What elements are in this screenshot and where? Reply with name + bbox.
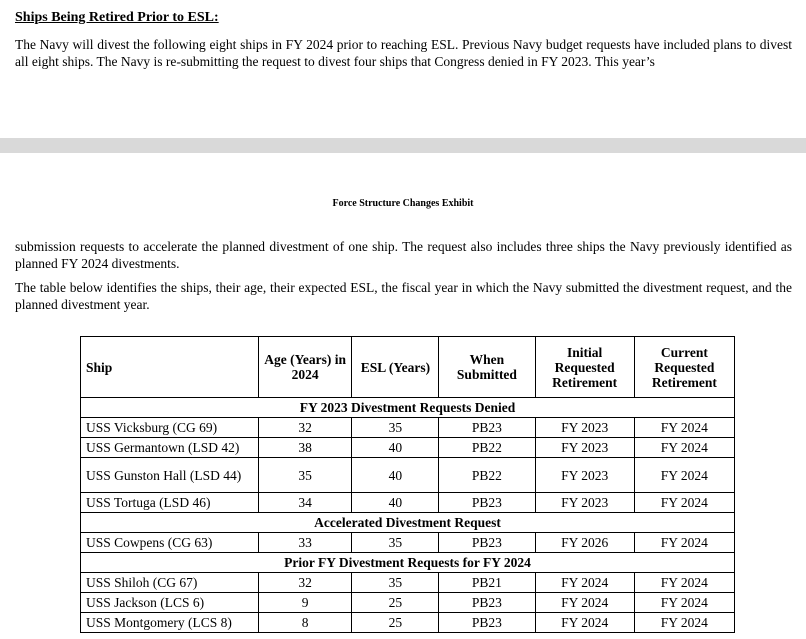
table-row [81, 458, 735, 493]
age-cell: 8 [258, 613, 352, 633]
esl-cell: 25 [352, 613, 439, 633]
header-initial-retirement: Initial Requested Retirement [535, 337, 634, 398]
header-when-submitted: When Submitted [439, 337, 535, 398]
esl-cell: 40 [352, 493, 439, 513]
table-intro-paragraph: The table below identifies the ships, their age, their expected ESL, the fiscal year in which the Navy submitted the divestment request, and the planned divestment year. [15, 280, 792, 312]
age-cell: 9 [258, 593, 352, 613]
age-cell: 32 [258, 418, 352, 438]
ship-name: USS Montgomery (LCS 8) [81, 613, 259, 633]
table-header-row [81, 337, 735, 398]
esl-cell: 40 [352, 438, 439, 458]
initial-retirement-cell: FY 2023 [535, 493, 634, 513]
table-row [81, 438, 735, 458]
submitted-cell: PB21 [439, 573, 535, 593]
ship-name: USS Shiloh (CG 67) [81, 573, 259, 593]
section-title: Prior FY Divestment Requests for FY 2024 [81, 553, 735, 573]
ship-name: USS Germantown (LSD 42) [81, 438, 259, 458]
section-heading: Ships Being Retired Prior to ESL: [15, 10, 219, 25]
current-retirement-cell: FY 2024 [634, 533, 734, 553]
initial-retirement-cell: FY 2023 [535, 418, 634, 438]
section-title: FY 2023 Divestment Requests Denied [81, 398, 735, 418]
age-cell: 35 [258, 458, 352, 493]
table-row [81, 573, 735, 593]
initial-retirement-cell: FY 2023 [535, 458, 634, 493]
header-age: Age (Years) in 2024 [258, 337, 352, 398]
initial-retirement-cell: FY 2026 [535, 533, 634, 553]
table-row [81, 593, 735, 613]
age-cell: 33 [258, 533, 352, 553]
table-row [81, 613, 735, 633]
section-title: Accelerated Divestment Request [81, 513, 735, 533]
submitted-cell: PB22 [439, 438, 535, 458]
age-cell: 38 [258, 438, 352, 458]
current-retirement-cell: FY 2024 [634, 573, 734, 593]
current-retirement-cell: FY 2024 [634, 593, 734, 613]
ship-name: USS Cowpens (CG 63) [81, 533, 259, 553]
table-row [81, 418, 735, 438]
header-esl: ESL (Years) [352, 337, 439, 398]
initial-retirement-cell: FY 2023 [535, 438, 634, 458]
table-row [81, 493, 735, 513]
table-row [81, 533, 735, 553]
current-retirement-cell: FY 2024 [634, 418, 734, 438]
ship-name: USS Vicksburg (CG 69) [81, 418, 259, 438]
section-row [81, 398, 735, 418]
esl-cell: 40 [352, 458, 439, 493]
ship-name: USS Tortuga (LSD 46) [81, 493, 259, 513]
esl-cell: 35 [352, 533, 439, 553]
age-cell: 34 [258, 493, 352, 513]
initial-retirement-cell: FY 2024 [535, 613, 634, 633]
submitted-cell: PB23 [439, 493, 535, 513]
current-retirement-cell: FY 2024 [634, 438, 734, 458]
submitted-cell: PB23 [439, 593, 535, 613]
current-retirement-cell: FY 2024 [634, 493, 734, 513]
esl-cell: 35 [352, 573, 439, 593]
intro-paragraph: The Navy will divest the following eight ships in FY 2024 prior to reaching ESL. Previous Navy budget requests have included plans to divest all eight ships. The Navy is re-submitting the request to divest four ships that Congress denied in FY 2023. This year’s [15, 37, 792, 69]
page-break-divider [0, 138, 806, 153]
esl-cell: 25 [352, 593, 439, 613]
section-row [81, 553, 735, 573]
ship-name: USS Jackson (LCS 6) [81, 593, 259, 613]
submitted-cell: PB23 [439, 418, 535, 438]
initial-retirement-cell: FY 2024 [535, 573, 634, 593]
submitted-cell: PB23 [439, 533, 535, 553]
initial-retirement-cell: FY 2024 [535, 593, 634, 613]
continuation-paragraph: submission requests to accelerate the planned divestment of one ship. The request also includes three ships the Navy previously identified as planned FY 2024 divestments. [15, 239, 792, 271]
header-ship: Ship [81, 337, 259, 398]
current-retirement-cell: FY 2024 [634, 613, 734, 633]
ship-name: USS Gunston Hall (LSD 44) [81, 458, 259, 493]
header-current-retirement: Current Requested Retirement [634, 337, 734, 398]
current-retirement-cell: FY 2024 [634, 458, 734, 493]
section-row [81, 513, 735, 533]
submitted-cell: PB23 [439, 613, 535, 633]
submitted-cell: PB22 [439, 458, 535, 493]
ships-table [80, 336, 735, 633]
age-cell: 32 [258, 573, 352, 593]
esl-cell: 35 [352, 418, 439, 438]
page-footer: Force Structure Changes Exhibit [332, 198, 474, 209]
